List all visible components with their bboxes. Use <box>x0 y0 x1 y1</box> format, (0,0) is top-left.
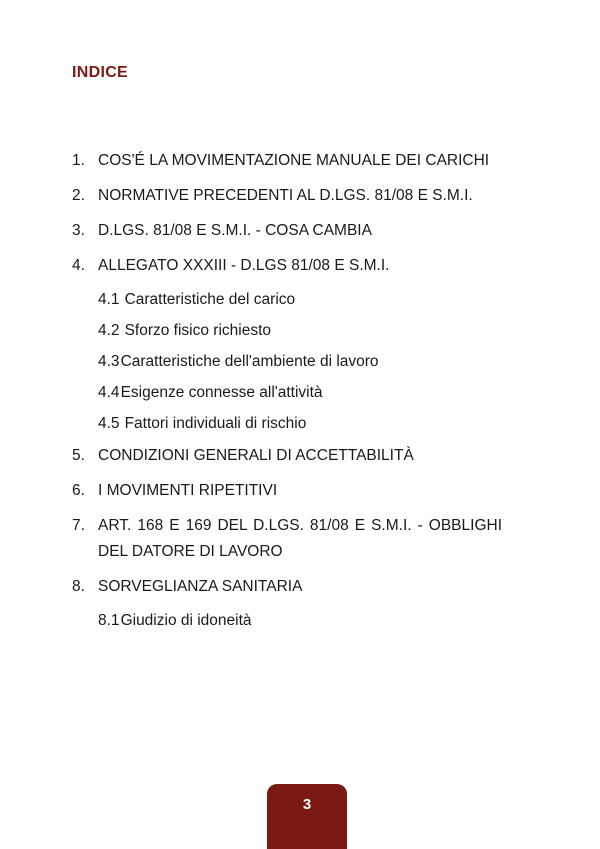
toc-entry-title: NORMATIVE PRECEDENTI AL D.LGS. 81/08 E S.M.I. <box>98 187 473 204</box>
toc-subentry-title: Caratteristiche del carico <box>124 291 296 308</box>
toc-entry-3[interactable] <box>72 218 502 244</box>
page-number-badge: 3 <box>267 784 347 849</box>
toc-entry-number: 7. <box>72 517 85 534</box>
toc-entry-title: CONDIZIONI GENERALI DI ACCETTABILITÀ <box>98 447 414 464</box>
toc-entry-number: 5. <box>72 447 85 464</box>
toc-entry-title: ALLEGATO XXXIII - D.LGS 81/08 E S.M.I. <box>98 257 390 274</box>
index-heading: INDICE <box>72 64 129 81</box>
toc-entry-1[interactable] <box>72 148 502 174</box>
toc-entry-number: 4. <box>72 257 85 274</box>
toc-entry-title: COS'É LA MOVIMENTAZIONE MANUALE DEI CARICHI <box>98 152 490 169</box>
toc-entry-6[interactable] <box>72 478 502 504</box>
toc-subentry-title: Giudizio di idoneità <box>120 612 252 629</box>
toc-entry-number: 2. <box>72 187 85 204</box>
toc-entry-5[interactable] <box>72 443 502 469</box>
toc-subentry-4-3[interactable] <box>98 350 502 374</box>
toc-entry-number: 3. <box>72 222 85 239</box>
toc-subentry-number: 4.5 <box>98 415 120 432</box>
toc-subentry-number: 4.2 <box>98 322 120 339</box>
toc-subentry-title: Fattori individuali di rischio <box>124 415 307 432</box>
toc-entry-title: SORVEGLIANZA SANITARIA <box>98 578 303 595</box>
toc-subentry-8-1[interactable] <box>98 609 502 633</box>
toc-subentry-title: Esigenze connesse all'attività <box>120 384 323 401</box>
toc-subentry-4-1[interactable] <box>98 288 502 312</box>
toc-subentry-4-4[interactable] <box>98 381 502 405</box>
toc-subentry-title: Sforzo fisico richiesto <box>124 322 272 339</box>
toc-entry-4[interactable] <box>72 253 502 279</box>
toc-subentry-4-2[interactable] <box>98 319 502 343</box>
toc-entry-number: 1. <box>72 152 85 169</box>
toc-subentry-number: 4.3 <box>98 353 120 370</box>
toc-subentry-title: Caratteristiche dell'ambiente di lavoro <box>120 353 379 370</box>
toc-subentry-number: 4.4 <box>98 384 120 401</box>
toc-entry-8[interactable] <box>72 574 502 600</box>
toc-entry-title: D.LGS. 81/08 E S.M.I. - COSA CAMBIA <box>98 222 372 239</box>
toc-entry-title: ART. 168 E 169 DEL D.LGS. 81/08 E S.M.I. - OBBLIGHI DEL DATORE DI LAVORO <box>98 517 502 560</box>
toc-entry-number: 8. <box>72 578 85 595</box>
table-of-contents <box>72 148 502 640</box>
toc-subentry-4-5[interactable] <box>98 412 502 436</box>
toc-entry-number: 6. <box>72 482 85 499</box>
toc-entry-2[interactable] <box>72 183 502 209</box>
toc-entry-title: I MOVIMENTI RIPETITIVI <box>98 482 278 499</box>
toc-entry-7[interactable] <box>72 513 502 565</box>
toc-subentry-number: 4.1 <box>98 291 120 308</box>
toc-subentry-number: 8.1 <box>98 612 120 629</box>
